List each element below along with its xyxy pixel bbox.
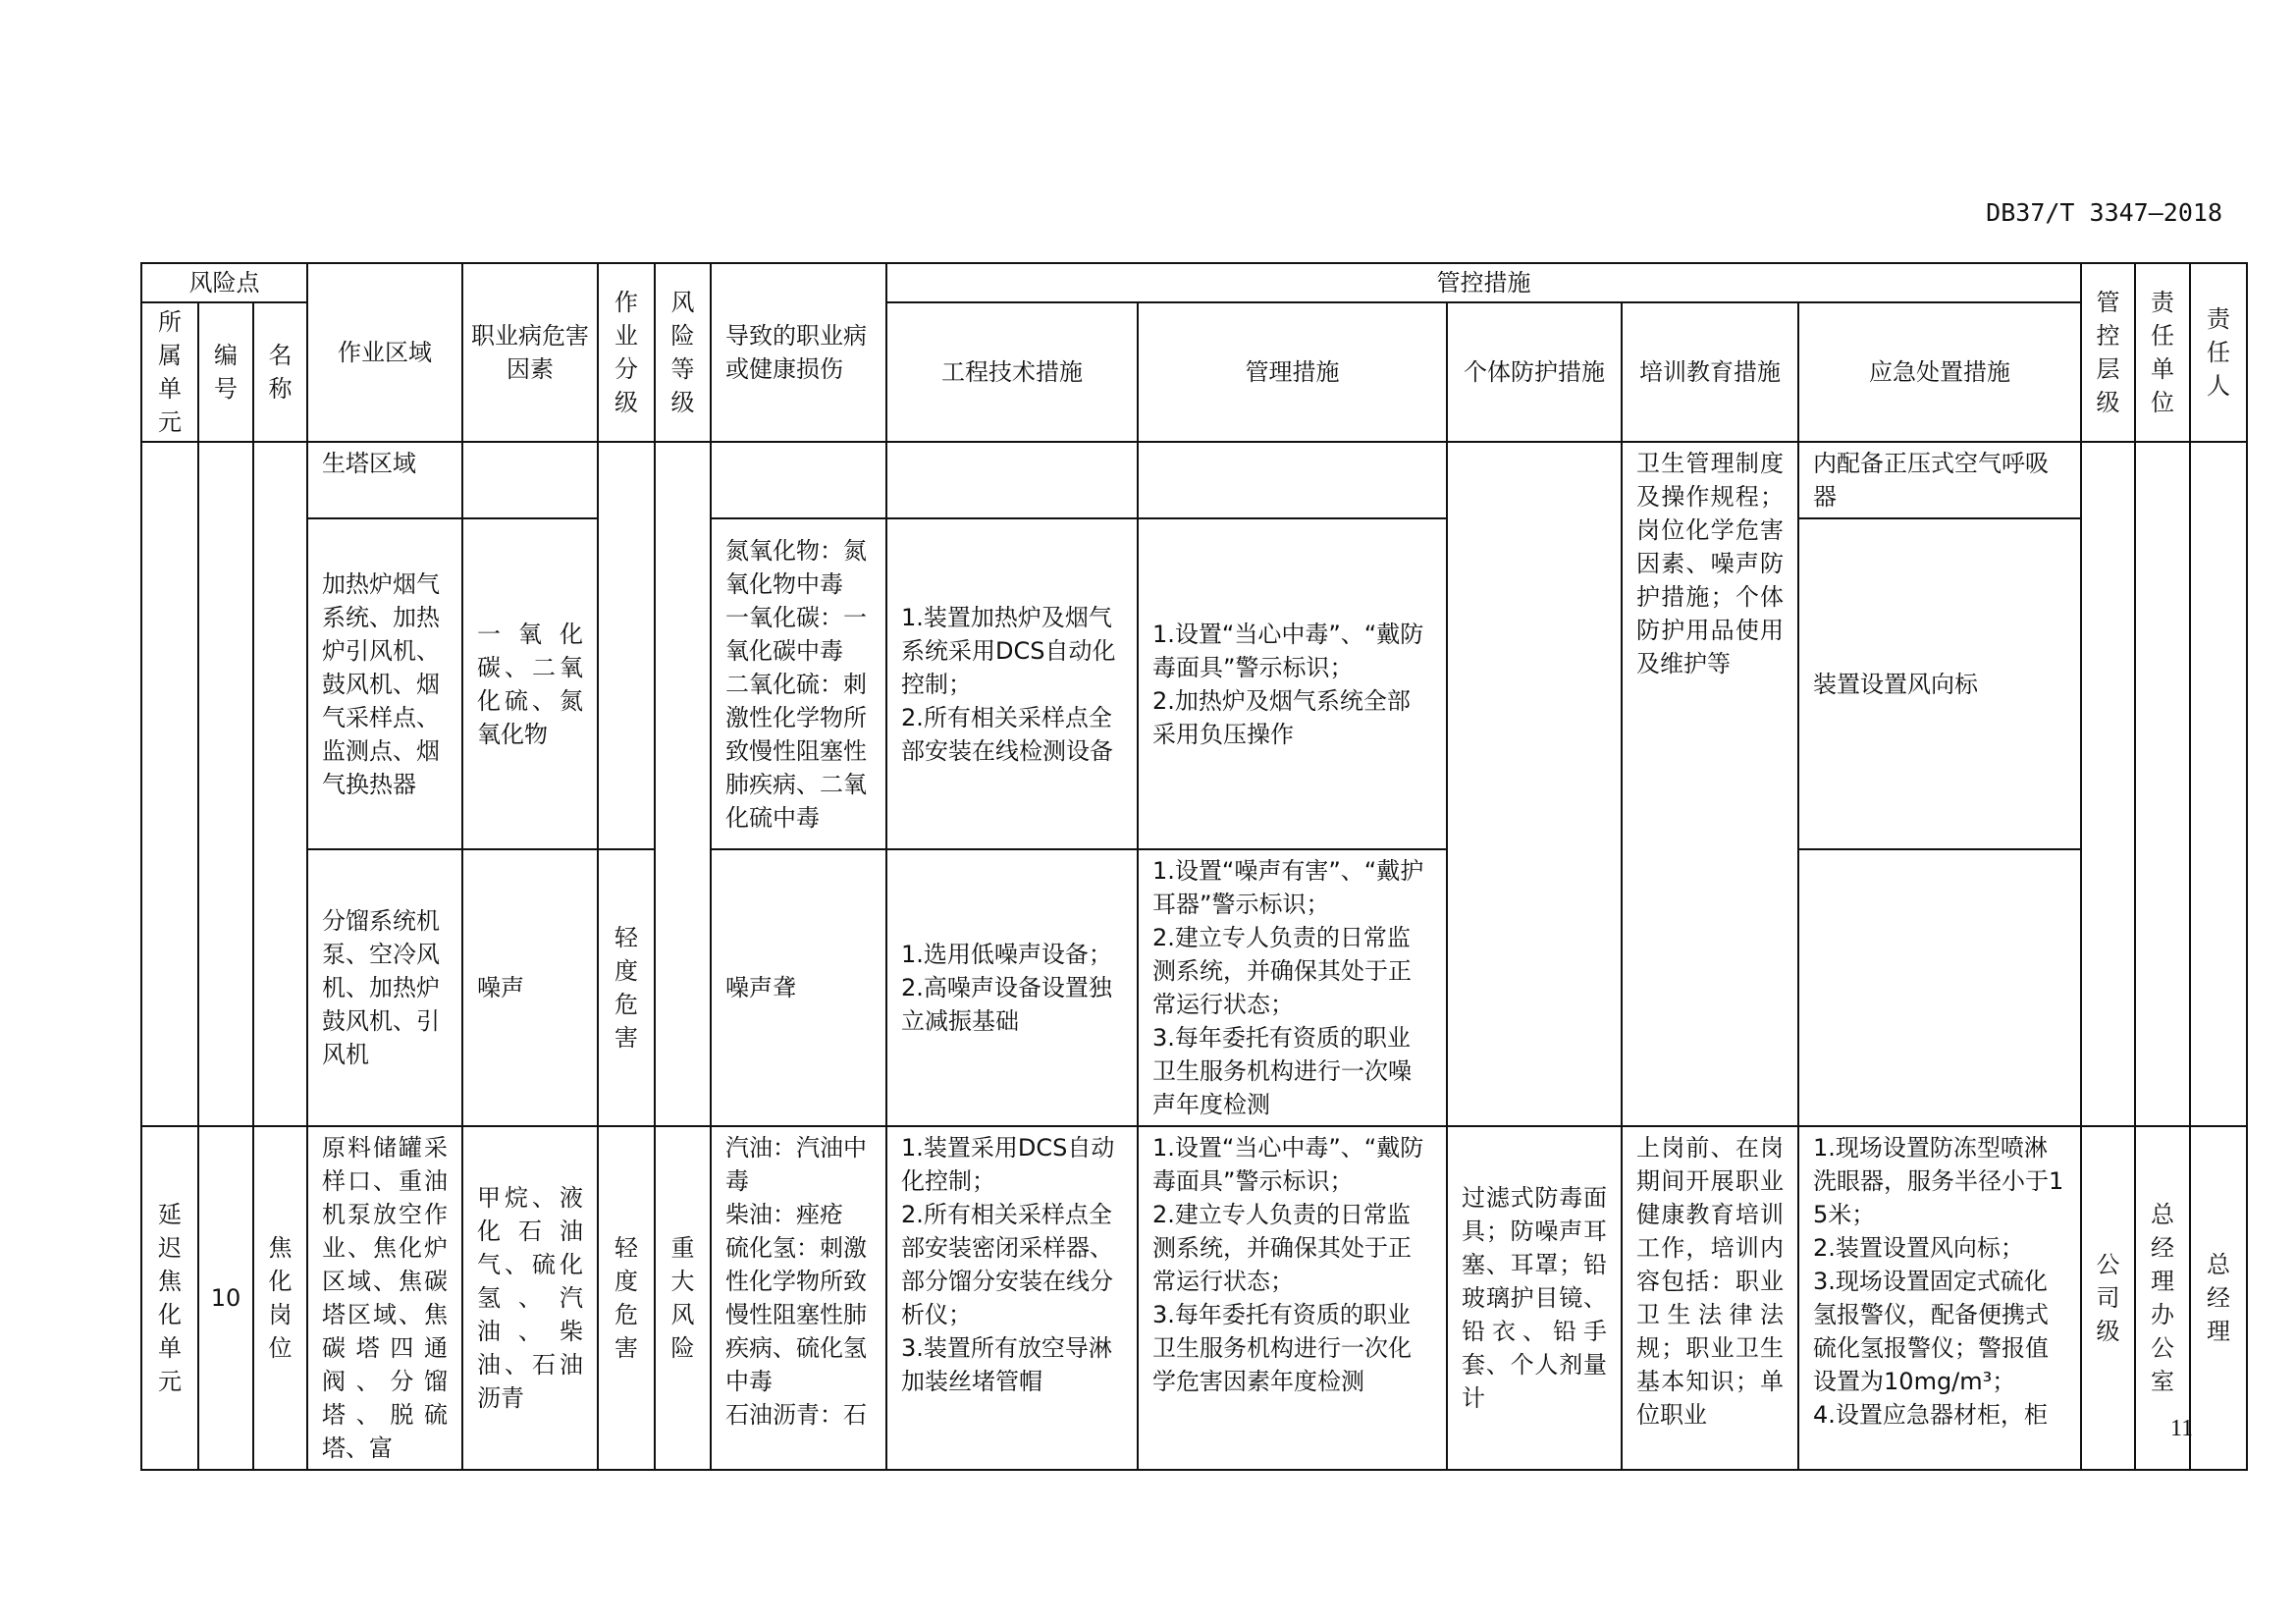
row1-name-cell <box>253 442 307 1126</box>
row1-work-grade <box>598 442 655 849</box>
row3-work-grade: 轻度危害 <box>598 849 655 1126</box>
header-hazard-factor: 职业病危害因素 <box>462 263 598 442</box>
row4-ppe: 过滤式防毒面具；防噪声耳塞、耳罩；铅玻璃护目镜、铅衣、铅手套、个人剂量计 <box>1447 1126 1622 1470</box>
row3-hazard-factor: 噪声 <box>462 849 598 1126</box>
header-management: 管理措施 <box>1138 302 1447 442</box>
row4-unit: 延迟焦化单元 <box>141 1126 198 1470</box>
row4-responsible-person: 总经理 <box>2190 1126 2247 1470</box>
page-number: 11 <box>2170 1416 2194 1441</box>
header-number: 编号 <box>198 302 253 442</box>
row1-ppe <box>1447 442 1622 1126</box>
row4-control-level: 公司级 <box>2081 1126 2135 1470</box>
header-ppe: 个体防护措施 <box>1447 302 1622 442</box>
risk-control-table <box>140 262 2248 1471</box>
header-control-level: 管控层级 <box>2081 263 2135 442</box>
row3-engineering: 1.选用低噪声设备； 2.高噪声设备设置独立减振基础 <box>886 849 1138 1126</box>
row4-hazard-factor: 甲烷、液化石油气、硫化氢、汽油、柴油、石油沥青 <box>462 1126 598 1470</box>
row1-hazard-factor <box>462 442 598 518</box>
row3-work-area: 分馏系统机泵、空冷风机、加热炉鼓风机、引风机 <box>307 849 462 1126</box>
row2-hazard-factor: 一氧化碳、二氧化硫、氮氧化物 <box>462 518 598 849</box>
row1-training: 卫生管理制度及操作规程；岗位化学危害因素、噪声防护措施；个体防护用品使用及维护等 <box>1622 442 1798 1126</box>
row1-responsible-person <box>2190 442 2247 1126</box>
row4-work-grade: 轻度危害 <box>598 1126 655 1470</box>
row2-disease: 氮氧化物：氮氧化物中毒 一氧化碳：一氧化碳中毒 二氧化硫：刺激性化学物所致慢性阻塞性肺疾病、二氧化硫中毒 <box>711 518 886 849</box>
header-control-measures: 管控措施 <box>886 263 2081 302</box>
header-unit: 所属单元 <box>141 302 198 442</box>
row4-training: 上岗前、在岗期间开展职业健康教育培训工作，培训内容包括：职业卫生法律法规；职业卫生基本知识；单位职业 <box>1622 1126 1798 1470</box>
row2-management: 1.设置“当心中毒”、“戴防毒面具”警示标识； 2.加热炉及烟气系统全部采用负压操作 <box>1138 518 1447 849</box>
row1-engineering <box>886 442 1138 518</box>
row2-work-area: 加热炉烟气系统、加热炉引风机、鼓风机、烟气采样点、监测点、烟气换热器 <box>307 518 462 849</box>
header-responsible-unit: 责任单位 <box>2135 263 2190 442</box>
row4-responsible-unit: 总经理办公室 <box>2135 1126 2190 1470</box>
row1-work-area: 生塔区域 <box>307 442 462 518</box>
header-emergency: 应急处置措施 <box>1798 302 2081 442</box>
document-code: DB37/T 3347—2018 <box>1986 198 2222 227</box>
header-work-area: 作业区域 <box>307 263 462 442</box>
header-training: 培训教育措施 <box>1622 302 1798 442</box>
row1-responsible-unit <box>2135 442 2190 1126</box>
row3-emergency <box>1798 849 2081 1126</box>
header-engineering: 工程技术措施 <box>886 302 1138 442</box>
row4-number: 10 <box>198 1126 253 1470</box>
row4-engineering: 1.装置采用DCS自动化控制； 2.所有相关采样点全部安装密闭采样器、部分馏分安装在线分析仪； 3.装置所有放空导淋加装丝堵管帽 <box>886 1126 1138 1470</box>
row4-emergency: 1.现场设置防冻型喷淋洗眼器，服务半径小于15米； 2.装置设置风向标； 3.现场设置固定式硫化氢报警仪，配备便携式硫化氢报警仪；警报值设置为10mg/m³； 4.设置应急器材柜，柜 <box>1798 1126 2081 1470</box>
row4-disease: 汽油：汽油中毒 柴油：痤疮 硫化氢：刺激性化学物所致慢性阻塞性肺疾病、硫化氢中毒 石油沥青：石 <box>711 1126 886 1470</box>
header-risk-point: 风险点 <box>141 263 307 302</box>
header-risk-level: 风险等级 <box>655 263 711 442</box>
row1-number-cell <box>198 442 253 1126</box>
header-name: 名称 <box>253 302 307 442</box>
row1-risk-level <box>655 442 711 1126</box>
row1-disease <box>711 442 886 518</box>
row4-name: 焦化岗位 <box>253 1126 307 1470</box>
row4-risk-level: 重大风险 <box>655 1126 711 1470</box>
row2-emergency: 装置设置风向标 <box>1798 518 2081 849</box>
header-work-grade: 作业分级 <box>598 263 655 442</box>
header-disease: 导致的职业病或健康损伤 <box>711 263 886 442</box>
row4-management: 1.设置“当心中毒”、“戴防毒面具”警示标识； 2.建立专人负责的日常监测系统，并确保其处于正常运行状态； 3.每年委托有资质的职业卫生服务机构进行一次化学危害因素年度检测 <box>1138 1126 1447 1470</box>
row1-unit-cell <box>141 442 198 1126</box>
header-responsible-person: 责任人 <box>2190 263 2247 442</box>
row1-emergency: 内配备正压式空气呼吸器 <box>1798 442 2081 518</box>
row1-control-level <box>2081 442 2135 1126</box>
row3-management: 1.设置“噪声有害”、“戴护耳器”警示标识； 2.建立专人负责的日常监测系统，并确保其处于正常运行状态； 3.每年委托有资质的职业卫生服务机构进行一次噪声年度检测 <box>1138 849 1447 1126</box>
row1-management <box>1138 442 1447 518</box>
row4-work-area: 原料储罐采样口、重油机泵放空作业、焦化炉区域、焦碳塔区域、焦碳塔四通阀、分馏塔、脱硫塔、富 <box>307 1126 462 1470</box>
row3-disease: 噪声聋 <box>711 849 886 1126</box>
row2-engineering: 1.装置加热炉及烟气系统采用DCS自动化控制； 2.所有相关采样点全部安装在线检测设备 <box>886 518 1138 849</box>
